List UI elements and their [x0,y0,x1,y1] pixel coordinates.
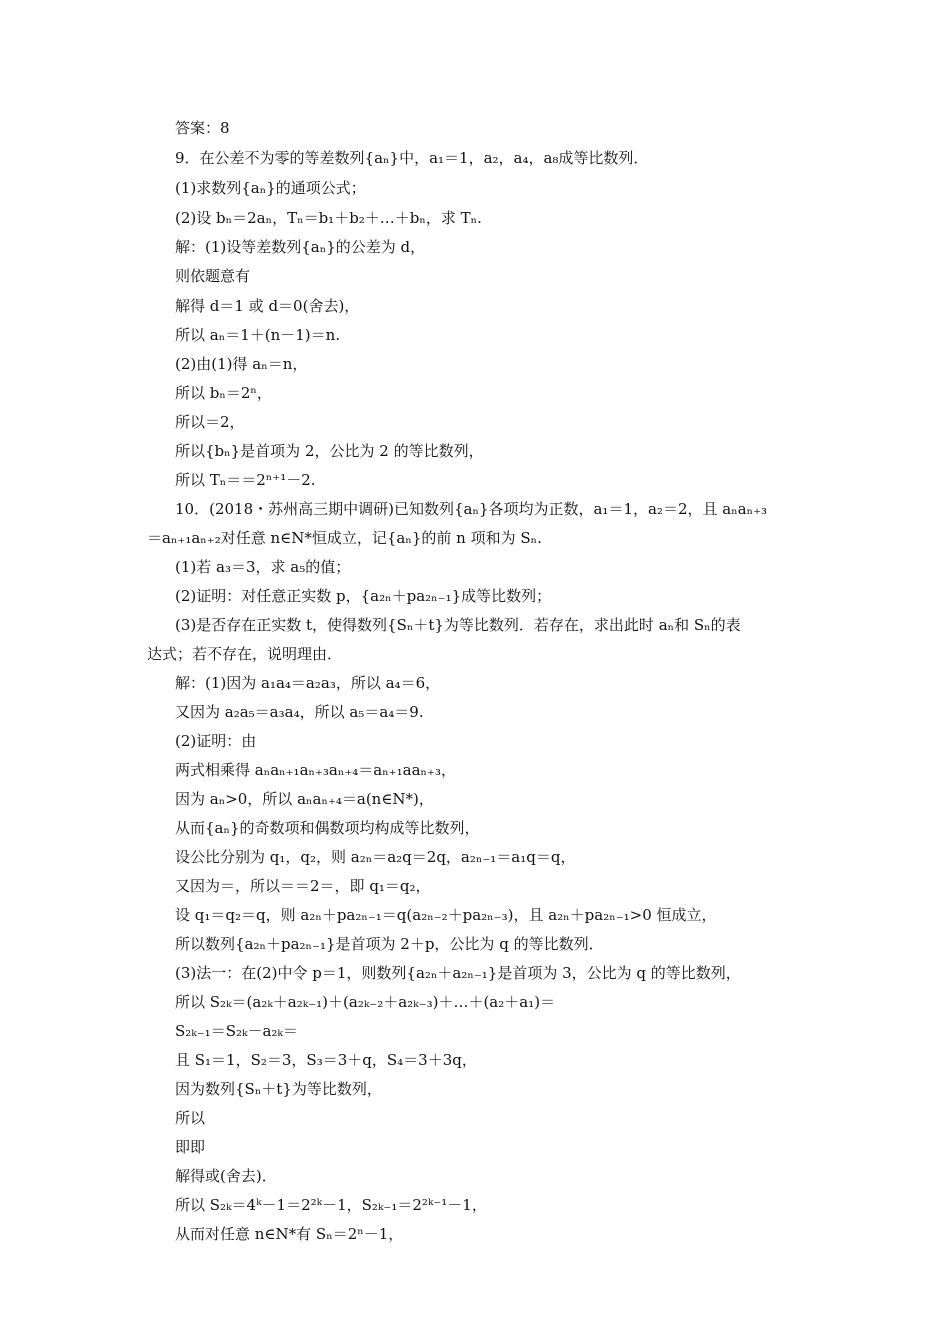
solution-line: 从而{aₙ}的奇数项和偶数项均构成等比数列， [175,819,480,837]
solution-line: 所以{bₙ}是首项为 2，公比为 2 的等比数列， [175,442,484,460]
solution-line: (2)证明：由 [175,732,257,750]
solution-line: 所以 S₂ₖ＝(a₂ₖ＋a₂ₖ₋₁)＋(a₂ₖ₋₂＋a₂ₖ₋₃)＋…＋(a₂＋a₁)＝ [175,993,556,1011]
problem-10-statement-cont: ＝aₙ₊₁aₙ₊₂对任意 n∈N*恒成立，记{aₙ}的前 n 项和为 Sₙ. [147,529,542,547]
solution-line: 设 q₁＝q₂＝q，则 a₂ₙ＋pa₂ₙ₋₁＝q(a₂ₙ₋₂＋pa₂ₙ₋₃)，且 a₂ₙ＋pa₂ₙ₋₁>0 恒成立， [175,906,717,924]
solution-line: (2)由(1)得 aₙ＝n， [175,355,308,373]
solution-line: (3)法一：在(2)中令 p＝1，则数列{a₂ₙ＋a₂ₙ₋₁}是首项为 3，公比为 q 的等比数列， [175,964,741,982]
solution-line: 解得 d＝1 或 d＝0(舍去)， [175,297,360,315]
problem-10-part2: (2)证明：对任意正实数 p，{a₂ₙ＋pa₂ₙ₋₁}成等比数列； [175,587,552,605]
solution-line: 解得或(舍去)． [175,1167,277,1185]
solution-line: 因为数列{Sₙ＋t}为等比数列， [175,1080,382,1098]
problem-9-part1: (1)求数列{aₙ}的通项公式； [175,179,366,197]
solution-line: 所以 aₙ＝1＋(n－1)＝n. [175,326,341,344]
solution-line: 所以 S₂ₖ＝4ᵏ－1＝2²ᵏ－1，S₂ₖ₋₁＝2²ᵏ⁻¹－1， [175,1196,487,1214]
solution-line: S₂ₖ₋₁＝S₂ₖ－a₂ₖ＝ [175,1022,298,1040]
solution-line: 又因为 a₂a₅＝a₃a₄，所以 a₅＝a₄＝9. [175,703,424,721]
solution-line: 因为 aₙ>0，所以 aₙaₙ₊₄＝a(n∈N*)， [175,790,434,808]
answer-line: 答案：8 [175,119,230,137]
solution-line: 解：(1)设等差数列{aₙ}的公差为 d， [175,238,426,256]
solution-line: 所以 Tₙ＝＝2ⁿ⁺¹－2. [175,471,316,489]
solution-line: 从而对任意 n∈N*有 Sₙ＝2ⁿ－1， [175,1225,404,1243]
problem-10-part1: (1)若 a₃＝3，求 a₅的值； [175,558,351,576]
solution-line: 解：(1)因为 a₁a₄＝a₂a₃，所以 a₄＝6， [175,674,441,692]
problem-10-part3: (3)是否存在正实数 t，使得数列{Sₙ＋t}为等比数列．若存在，求出此时 aₙ和 Sₙ的表 [175,616,741,634]
solution-line: 且 S₁＝1，S₂＝3，S₃＝3＋q，S₄＝3＋3q， [175,1051,477,1069]
problem-9-statement: 9．在公差不为零的等差数列{aₙ}中，a₁＝1，a₂，a₄，a₈成等比数列． [175,149,649,167]
solution-line: 又因为＝，所以＝＝2＝，即 q₁＝q₂， [175,877,431,895]
problem-9-part2: (2)设 bₙ＝2aₙ，Tₙ＝b₁＋b₂＋…＋bₙ，求 Tₙ. [175,209,482,227]
solution-line: 所以数列{a₂ₙ＋pa₂ₙ₋₁}是首项为 2＋p，公比为 q 的等比数列． [175,935,604,953]
solution-line: 所以＝2， [175,413,245,431]
solution-line: 所以 bₙ＝2ⁿ， [175,384,272,402]
solution-line: 所以 [175,1109,206,1127]
solution-line: 则依题意有 [175,267,251,285]
problem-10-part3-cont: 达式；若不存在，说明理由． [147,645,343,663]
solution-line: 设公比分别为 q₁，q₂，则 a₂ₙ＝a₂q＝2q，a₂ₙ₋₁＝a₁q＝q， [175,848,576,866]
solution-line: 两式相乘得 aₙaₙ₊₁aₙ₊₃aₙ₊₄＝aₙ₊₁aaₙ₊₃， [175,761,456,779]
solution-line: 即即 [175,1138,206,1156]
problem-10-statement: 10．(2018・苏州高三期中调研)已知数列{aₙ}各项均为正数，a₁＝1，a₂＝2，且 aₙaₙ₊₃ [175,500,768,518]
